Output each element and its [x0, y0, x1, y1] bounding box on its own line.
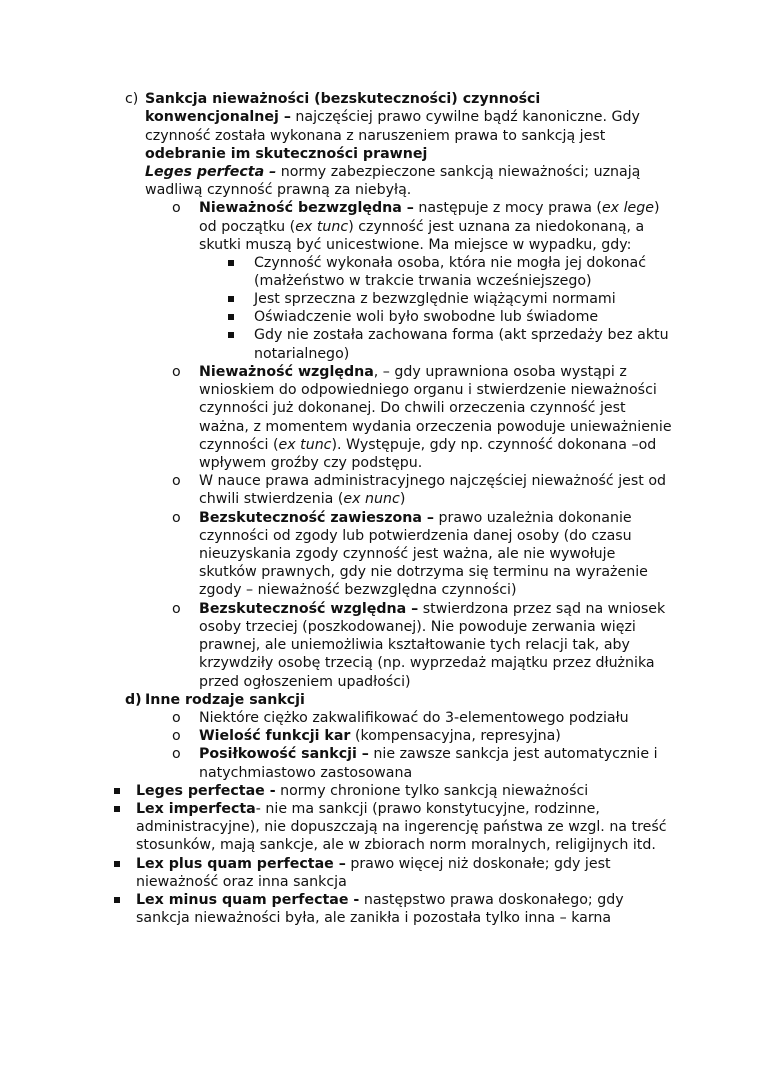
- sub-item: Oświadczenie woli było swobodne lub świadome: [254, 309, 599, 325]
- list-item-cont: skutków prawnych, gdy nie dotrzyma się terminu na wyrażenie: [199, 564, 648, 580]
- list-item-cont: przed ogłoszeniem upadłości): [199, 674, 411, 690]
- list-item: Nieważność bezwzględna – następuje z mocy prawa (ex lege): [199, 200, 660, 216]
- list-item: Posiłkowość sankcji – nie zawsze sankcja jest automatycznie i: [199, 746, 658, 762]
- text-line: wadliwą czynność prawną za niebyłą.: [145, 182, 412, 198]
- list-item: Bezskuteczność zawieszona – prawo uzależnia dokonanie: [199, 510, 632, 526]
- list-item-cont: nieuzyskania zgody czynność jest ważna, ale nie wywołuje: [199, 546, 616, 562]
- list-item: Nieważność względna, – gdy uprawniona osoba wystąpi z: [199, 364, 627, 380]
- sub-item: Gdy nie została zachowana forma (akt sprzedaży bez aktu: [254, 327, 669, 343]
- list-item-cont: czynności już dokonanej. Do chwili orzeczenia czynność jest: [199, 400, 626, 416]
- list-item-cont: krzywdziły osobę trzecią (np. wyprzedaż majątku przez dłużnika: [199, 655, 655, 671]
- sub-item: Czynność wykonała osoba, która nie mogła jej dokonać: [254, 255, 646, 271]
- square-bullet-icon: [228, 260, 234, 266]
- list-item-cont: wpływem groźby czy podstępu.: [199, 455, 423, 471]
- list-item: Niektóre ciężko zakwalifikować do 3-elementowego podziału: [199, 710, 629, 726]
- list-item-cont: od początku (ex tunc) czynność jest uznana za niedokonaną, a: [199, 219, 645, 235]
- bullet-item: Lex imperfecta- nie ma sankcji (prawo konstytucyjne, rodzinne,: [136, 801, 600, 817]
- leges-perfecta-line: Leges perfecta – normy zabezpieczone sankcją nieważności; uznają: [145, 164, 641, 180]
- list-item-cont: czynności (ex tunc). Występuje, gdy np. czynność dokonana –od: [199, 437, 657, 453]
- list-item-cont: czynności od zgody lub potwierdzenia danej osoby (do czasu: [199, 528, 632, 544]
- list-item-cont: osoby trzeciej (poszkodowanej). Nie powoduje zerwania więzi: [199, 619, 636, 635]
- list-marker: d): [125, 692, 142, 708]
- list-item: Wielość funkcji kar (kompensacyjna, represyjna): [199, 728, 561, 744]
- square-bullet-icon: [114, 788, 120, 794]
- square-bullet-icon: [228, 296, 234, 302]
- section-title-cont: konwencjonalnej – najczęściej prawo cywilne bądź kanoniczne. Gdy: [145, 109, 640, 125]
- list-item-cont: skutki muszą być unicestwione. Ma miejsce w wypadku, gdy:: [199, 237, 632, 253]
- text-line: czynność została wykonana z naruszeniem prawa to sankcją jest: [145, 128, 606, 144]
- sub-item-cont: (małżeństwo w trakcie trwania wcześniejszego): [254, 273, 592, 289]
- sub-item-cont: notarialnego): [254, 346, 350, 362]
- bullet-item-cont: nieważność oraz inna sankcja: [136, 874, 347, 890]
- list-item-cont: wnioskiem do odpowiedniego organu i stwierdzenie nieważności: [199, 382, 657, 398]
- square-bullet-icon: [228, 332, 234, 338]
- list-marker: o: [172, 364, 181, 380]
- bullet-item-cont: sankcja nieważności była, ale zanikła i pozostała tylko inna – karna: [136, 910, 612, 926]
- list-item: Bezskuteczność względna – stwierdzona przez sąd na wniosek: [199, 601, 666, 617]
- list-item-cont: chwili stwierdzenia (ex nunc): [199, 491, 406, 507]
- square-bullet-icon: [114, 806, 120, 812]
- list-item-cont: zgody – nieważność bezwzględna czynności): [199, 582, 517, 598]
- list-marker: o: [172, 746, 181, 762]
- sub-item: Jest sprzeczna z bezwzględnie wiążącymi normami: [254, 291, 616, 307]
- text-line-bold: odebranie im skuteczności prawnej: [145, 146, 428, 162]
- section-title: Inne rodzaje sankcji: [145, 692, 305, 708]
- list-item-cont: natychmiastowo zastosowana: [199, 765, 413, 781]
- bullet-item: Lex minus quam perfectae - następstwo prawa doskonałego; gdy: [136, 892, 624, 908]
- bullet-item: Leges perfectae - normy chronione tylko sankcją nieważności: [136, 783, 589, 799]
- section-title: Sankcja nieważności (bezskuteczności) czynności: [145, 91, 541, 107]
- square-bullet-icon: [114, 897, 120, 903]
- bullet-item: Lex plus quam perfectae – prawo więcej niż doskonałe; gdy jest: [136, 856, 611, 872]
- list-marker: o: [172, 601, 181, 617]
- list-marker: c): [125, 91, 139, 107]
- list-item-cont: ważna, z momentem wydania orzeczenia powoduje unieważnienie: [199, 419, 672, 435]
- list-marker: o: [172, 728, 181, 744]
- square-bullet-icon: [114, 861, 120, 867]
- list-marker: o: [172, 510, 181, 526]
- list-item: W nauce prawa administracyjnego najczęściej nieważność jest od: [199, 473, 667, 489]
- list-marker: o: [172, 473, 181, 489]
- list-marker: o: [172, 200, 181, 216]
- bullet-item-cont: administracyjne), nie dopuszczają na ingerencję państwa ze wzgl. na treść: [136, 819, 667, 835]
- bullet-item-cont: stosunków, mają sankcje, ale w zbiorach norm moralnych, religijnych itd.: [136, 837, 656, 853]
- list-marker: o: [172, 710, 181, 726]
- square-bullet-icon: [228, 314, 234, 320]
- list-item-cont: prawnej, ale uniemożliwia kształtowanie tych relacji tak, aby: [199, 637, 630, 653]
